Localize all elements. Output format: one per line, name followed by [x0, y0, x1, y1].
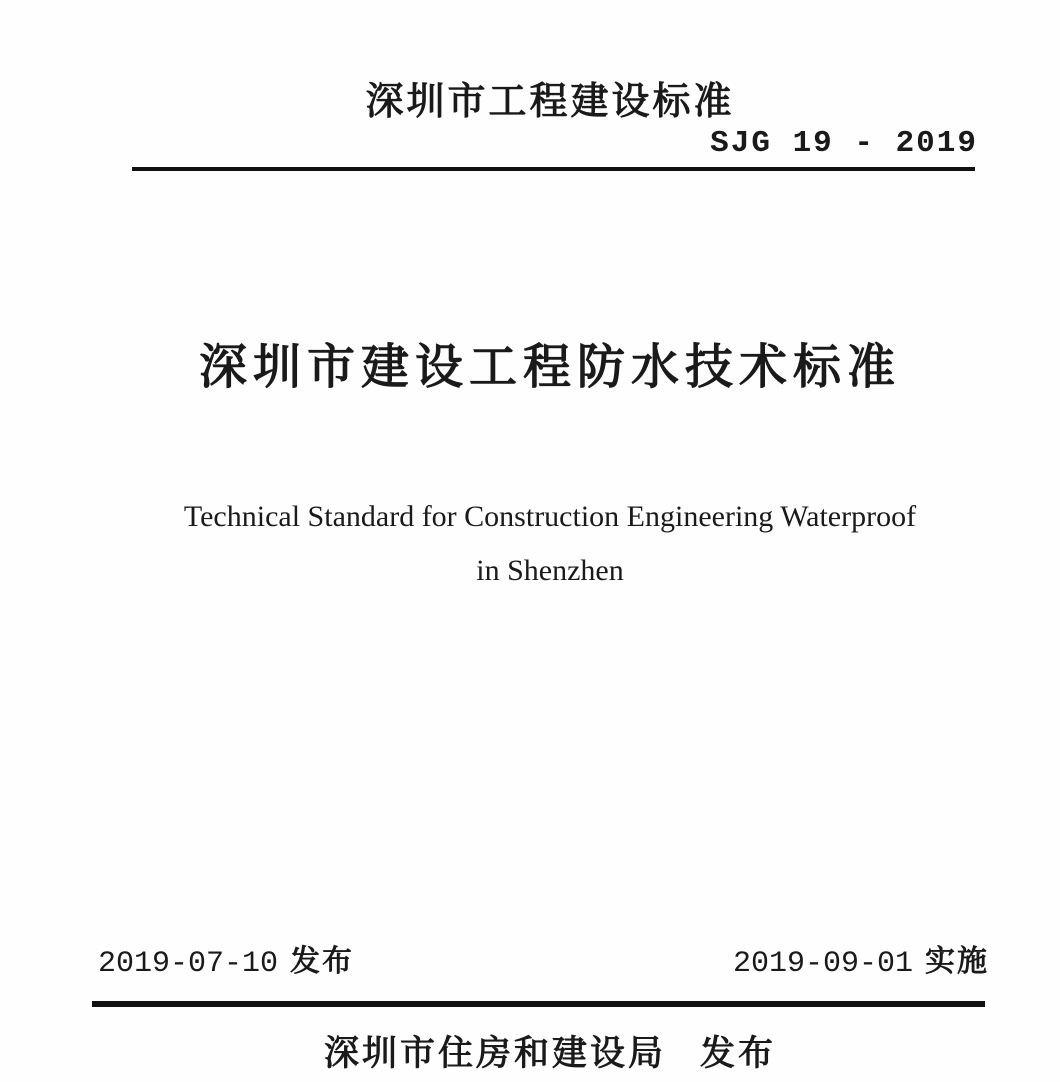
publisher-publish-label: 发布	[700, 1034, 777, 1073]
implement-date-label: 实施	[925, 945, 989, 978]
header-rule	[132, 167, 975, 171]
issue-date-block	[98, 936, 354, 981]
issue-date: 2019-07-10	[98, 947, 279, 981]
document-title-chinese: 深圳市建设工程防水技术标准	[198, 341, 901, 394]
implement-date: 2019-09-01	[732, 947, 913, 981]
publisher-line	[40, 1026, 1060, 1076]
publisher-name: 深圳市住房和建设局	[323, 1034, 666, 1073]
standard-series-title: 深圳市工程建设标准	[365, 81, 735, 123]
standard-number: SJG 19 - 2019	[710, 126, 978, 161]
implement-date-block	[733, 936, 989, 981]
footer-rule	[92, 1001, 985, 1007]
issue-date-label: 发布	[290, 945, 355, 978]
document-title-english-line1: Technical Standard for Construction Engineering Waterproof	[183, 500, 917, 533]
document-title-english-line2: in Shenzhen	[476, 554, 624, 587]
